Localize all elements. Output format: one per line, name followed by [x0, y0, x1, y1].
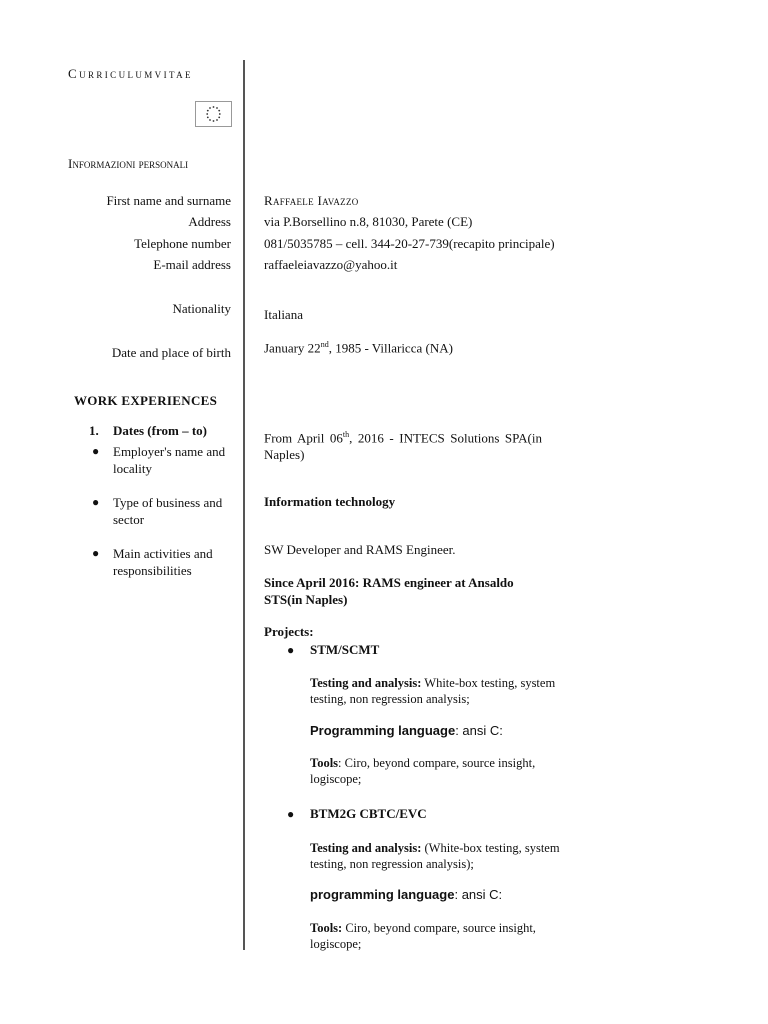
- employer-label: Employer's name and locality: [113, 444, 226, 476]
- telephone-label: Telephone number: [134, 236, 231, 251]
- business-label: Type of business and sector: [113, 495, 223, 527]
- project-testing: Testing and analysis: White-box testing, system testing, non regression analysis;: [310, 676, 556, 706]
- name-value: Raffaele Iavazzo: [264, 193, 359, 208]
- telephone-value: 081/5035785 – cell. 344-20-27-739(recapito principale): [264, 236, 555, 251]
- activities-value: SW Developer and RAMS Engineer.: [264, 542, 456, 557]
- business-value: Information technology: [264, 494, 396, 509]
- eu-flag-icon: [195, 101, 232, 127]
- dates-label: Dates (from – to): [113, 423, 207, 438]
- email-value[interactable]: raffaeleiavazzo@yahoo.it: [264, 257, 398, 272]
- project-language: programming language: ansi C:: [310, 887, 503, 902]
- bullet-icon: ●: [287, 643, 295, 657]
- bullet-icon: ●: [92, 546, 100, 560]
- bullet-icon: ●: [92, 444, 100, 458]
- birth-label: Date and place of birth: [111, 345, 231, 360]
- personal-info-heading: Informazioni personali: [68, 156, 189, 171]
- projects-label: Projects:: [264, 624, 314, 639]
- nationality-value: Italiana: [264, 307, 303, 322]
- vertical-divider: [243, 60, 245, 950]
- nationality-label: Nationality: [172, 301, 231, 316]
- email-label: E-mail address: [153, 257, 231, 272]
- project-tools: Tools: Ciro, beyond compare, source insight, logiscope;: [310, 921, 536, 951]
- since-text: Since April 2016: RAMS engineer at Ansaldo STS(in Naples): [264, 575, 514, 607]
- dates-value: From April 06th, 2016 - INTECS Solutions SPA(in Naples): [264, 430, 542, 463]
- project-testing: Testing and analysis: (White-box testing, system testing, non regression analysis);: [310, 841, 560, 871]
- name-label: First name and surname: [106, 193, 231, 208]
- cv-title: Curriculumvitae: [68, 66, 193, 81]
- work-experiences-heading: WORK EXPERIENCES: [74, 393, 218, 408]
- project-name: STM/SCMT: [310, 642, 380, 657]
- bullet-icon: ●: [92, 495, 100, 509]
- bullet-icon: ●: [287, 807, 295, 821]
- project-language: Programming language: ansi C:: [310, 723, 503, 738]
- project-name: BTM2G CBTC/EVC: [310, 806, 427, 821]
- address-label: Address: [188, 214, 231, 229]
- birth-value: January 22nd, 1985 - Villaricca (NA): [264, 340, 453, 356]
- address-value: via P.Borsellino n.8, 81030, Parete (CE): [264, 214, 473, 229]
- item-number: 1.: [89, 423, 99, 438]
- activities-label: Main activities and responsibilities: [113, 546, 213, 578]
- project-tools: Tools: Ciro, beyond compare, source insight, logiscope;: [310, 756, 536, 786]
